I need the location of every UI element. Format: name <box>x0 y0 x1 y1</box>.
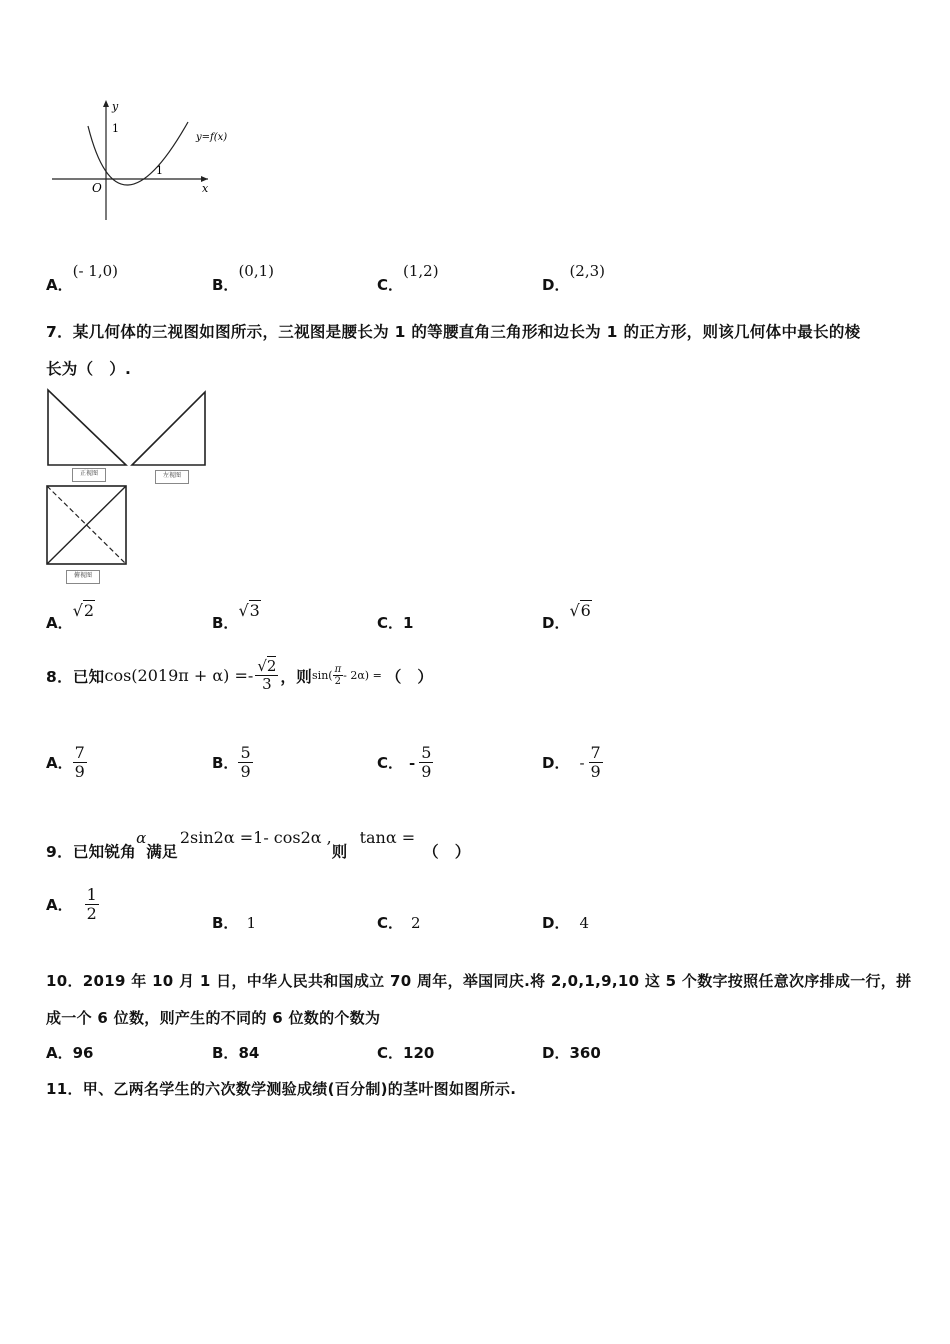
q9-expr: 2sin2α =1- cos2α , <box>179 828 332 847</box>
q10-option-a <box>46 1042 93 1063</box>
x-axis-label: x <box>202 182 209 195</box>
radicand: 2 <box>266 657 277 675</box>
front-view-label: 正视图 <box>72 468 106 482</box>
option-value: 120 <box>403 1044 435 1062</box>
option-value: (2,3) <box>569 262 606 280</box>
option-letter: A． <box>46 754 73 773</box>
frac-numerator: 5 <box>240 743 251 762</box>
option-value: (0,1) <box>238 262 274 280</box>
option-letter: C． <box>377 754 404 773</box>
option-value: 2 <box>83 601 94 620</box>
option-value: 4 <box>579 914 589 932</box>
option-sign: - <box>579 753 585 772</box>
side-view-label: 左视图 <box>155 470 189 484</box>
option-letter: D． <box>542 614 570 632</box>
q10-option-c <box>377 1042 434 1063</box>
q11-stem: 11．甲、乙两名学生的六次数学测验成绩(百分制)的茎叶图如图所示. <box>46 1080 517 1098</box>
q8-expr2-tail: - 2α) = <box>343 669 382 683</box>
q10-stem-line1: 10．2019 年 10 月 1 日，中华人民共和国成立 70 周年，举国同庆.将 2,0,1,9,10 这 5 个数字按照任意次序排成一行，拼 <box>46 972 912 990</box>
option-value: 360 <box>569 1044 601 1062</box>
q9-then: 则 <box>331 843 348 861</box>
option-letter: A． <box>46 614 73 632</box>
curve-label: y=f(x) <box>196 132 228 143</box>
q6-option-c <box>377 260 439 294</box>
frac-denominator: 3 <box>262 675 272 694</box>
option-fraction <box>85 886 99 924</box>
y-axis-label: y <box>112 100 119 113</box>
option-sign: - <box>409 753 416 772</box>
q9-option-c <box>377 912 421 933</box>
frac-numerator: 5 <box>421 743 432 762</box>
option-fraction <box>238 744 252 782</box>
frac-numerator: π <box>334 663 342 675</box>
frac-denominator: 9 <box>590 762 601 782</box>
option-letter: A． <box>46 1044 73 1062</box>
option-letter: D． <box>542 754 570 773</box>
option-fraction <box>589 744 603 782</box>
option-value: (- 1,0) <box>72 262 119 280</box>
q8-option-b <box>212 744 253 782</box>
q9-option-b <box>212 912 256 933</box>
q9-option-d <box>542 912 589 933</box>
q9-mid: 满足 <box>146 843 178 861</box>
q10-stem-line2: 成一个 6 位数，则产生的不同的 6 位数的个数为 <box>46 1009 381 1027</box>
frac-numerator: 7 <box>74 743 85 762</box>
q8-stem <box>46 658 433 694</box>
q8-bracket: （ ） <box>385 667 434 686</box>
option-letter: B． <box>212 754 239 773</box>
option-letter: B． <box>212 614 239 632</box>
q8-mid: ，则 <box>280 667 313 686</box>
q9-expr2: tanα = <box>359 828 416 847</box>
q8-fraction-pi <box>333 664 344 688</box>
option-letter: A． <box>46 276 73 294</box>
frac-denominator: 9 <box>74 762 85 782</box>
option-value: 6 <box>580 601 591 620</box>
option-letter: D． <box>542 914 570 932</box>
option-value: 96 <box>72 1044 94 1062</box>
frac-numerator: 7 <box>590 743 601 762</box>
option-fraction <box>419 744 433 782</box>
q7-option-c <box>377 612 413 633</box>
q9-stem <box>46 826 471 860</box>
option-fraction <box>73 744 87 782</box>
option-letter: C． <box>377 614 404 632</box>
q6-option-b <box>212 260 274 294</box>
q6-option-a <box>46 260 119 294</box>
q10-option-d <box>542 1042 601 1063</box>
option-letter: D． <box>542 1044 570 1062</box>
y-tick-label: 1 <box>112 122 119 135</box>
q7-option-b <box>212 600 261 632</box>
q8-option-d <box>542 744 603 782</box>
q8-expr2: sin( <box>312 669 333 683</box>
three-view-drawing <box>44 386 214 586</box>
option-letter: D． <box>542 276 570 294</box>
option-value: 3 <box>249 601 260 620</box>
q7-stem-line1: 7．某几何体的三视图如图所示，三视图是腰长为 1 的等腰直角三角形和边长为 1 的正方形，则该几何体中最长的棱 <box>46 323 861 341</box>
option-letter: B． <box>212 914 239 932</box>
q6-option-d <box>542 260 606 294</box>
q8-prefix: 8．已知 <box>46 667 105 686</box>
q9-alpha: α <box>136 829 147 847</box>
q8-fraction <box>255 658 278 694</box>
option-value: 2 <box>411 914 421 932</box>
frac-denominator: 2 <box>334 676 342 688</box>
q8-option-c <box>377 744 433 782</box>
function-graph <box>48 96 248 226</box>
q9-option-a <box>46 886 99 924</box>
option-letter: A． <box>46 896 73 915</box>
option-letter: C． <box>377 276 404 294</box>
sqrt-icon: √2 <box>72 601 94 620</box>
option-value: (1,2) <box>403 262 439 280</box>
frac-denominator: 2 <box>86 904 97 924</box>
option-value: 1 <box>246 914 256 932</box>
sqrt-icon: √3 <box>238 601 260 620</box>
q10-option-b <box>212 1042 259 1063</box>
q7-option-a <box>46 600 95 632</box>
option-letter: C． <box>377 1044 404 1062</box>
frac-denominator: 9 <box>421 762 432 782</box>
top-view-label: 俯视图 <box>66 570 100 584</box>
frac-denominator: 9 <box>240 762 251 782</box>
q8-option-a <box>46 744 87 782</box>
q9-bracket: （ ） <box>423 843 471 861</box>
q7-stem-line2: 长为（ ）. <box>46 360 132 378</box>
option-value: 84 <box>238 1044 260 1062</box>
option-value: 1 <box>403 614 414 632</box>
option-letter: B． <box>212 276 239 294</box>
sqrt-icon: √6 <box>569 601 591 620</box>
x-tick-label: 1 <box>156 164 163 177</box>
origin-label: O <box>92 181 102 195</box>
q9-prefix: 9．已知锐角 <box>46 843 137 861</box>
q7-option-d <box>542 600 592 632</box>
q8-expr-left: cos(2019π + α) =- <box>104 666 254 686</box>
frac-numerator: 1 <box>86 885 97 904</box>
frac-numerator: √2 <box>257 657 277 675</box>
option-letter: C． <box>377 914 404 932</box>
option-letter: B． <box>212 1044 239 1062</box>
